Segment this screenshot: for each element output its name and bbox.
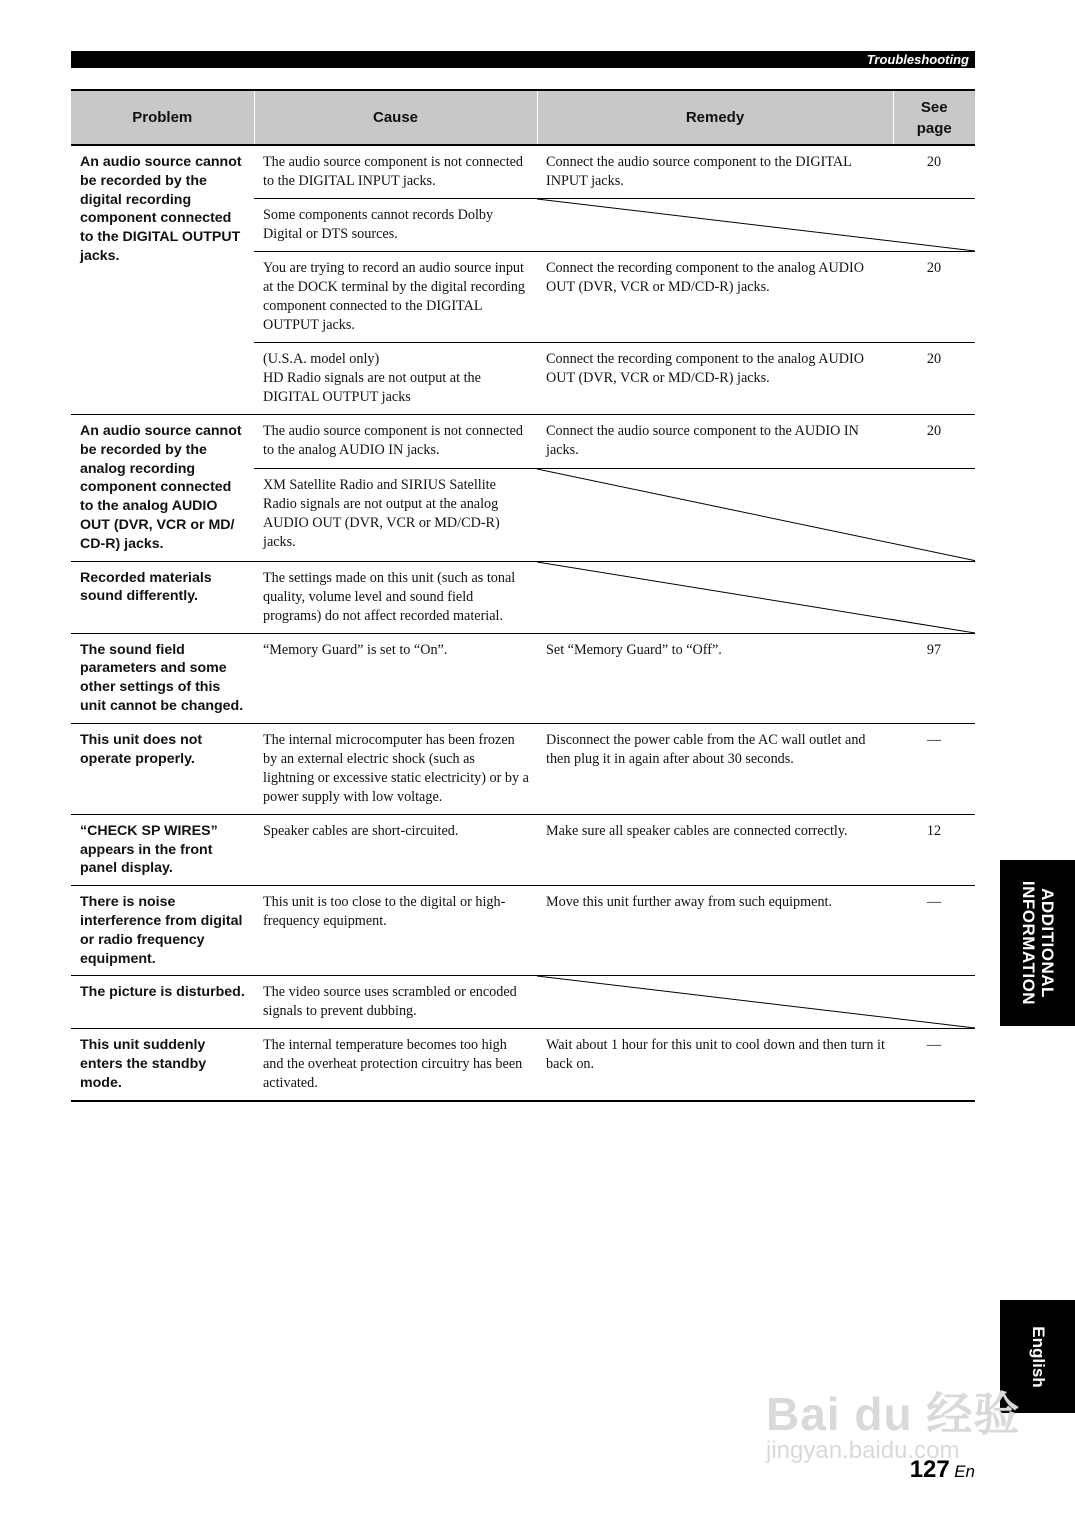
baidu-watermark [766,1390,1020,1464]
cause-cell: This unit is too close to the digital or high-frequency equipment. [254,886,537,976]
language-side-tab-label: English [1028,1325,1048,1388]
problem-cell: This unit suddenly enters the standby mode. [71,1029,254,1102]
see-page-label: See page [916,98,952,137]
page-cell: — [893,1029,975,1102]
problem-cell: Recorded materials sound differently. [71,561,254,633]
remedy-cell: Move this unit further away from such equipment. [537,886,893,976]
problem-cell: This unit does not operate properly. [71,723,254,814]
table-row [71,1029,975,1102]
page-number [910,1456,975,1484]
column-header-remedy: Remedy [537,90,893,145]
cause-cell: XM Satellite Radio and SIRIUS Satellite Radio signals are not output at the analog AUDIO OUT (DVR, VCR or MD/CD-R) jacks. [254,468,537,561]
table-row [71,633,975,723]
page-cell: 20 [893,145,975,199]
watermark-logo-text: Bai du 经验 [766,1388,1021,1440]
table-header-row [71,90,975,145]
cause-cell: The audio source component is not connected to the DIGITAL INPUT jacks. [254,145,537,199]
section-side-tab-label: ADDITIONAL INFORMATION [1018,880,1057,1006]
problem-cell: An audio source cannot be recorded by the analog recording component connected to the analog AUDIO OUT (DVR, VCR or MD/ CD-R) jacks. [71,415,254,562]
cause-cell: The video source uses scrambled or encoded signals to prevent dubbing. [254,976,537,1029]
cause-cell: The internal temperature becomes too high and the overheat protection circuitry has been activated. [254,1029,537,1102]
diagonal-slash [537,562,975,633]
page-language-code: En [954,1462,975,1481]
remedy-cell: Connect the audio source component to the AUDIO IN jacks. [537,415,893,469]
column-header-see-page [893,90,975,145]
page-cell: — [893,886,975,976]
page-cell: 97 [893,633,975,723]
table-row [71,814,975,885]
remedy-cell: Connect the audio source component to the DIGITAL INPUT jacks. [537,145,893,199]
not-applicable-cell [537,976,975,1029]
cause-cell: “Memory Guard” is set to “On”. [254,633,537,723]
table-row [71,415,975,469]
remedy-cell: Make sure all speaker cables are connected correctly. [537,814,893,885]
problem-cell: There is noise interference from digital or radio frequency equipment. [71,886,254,976]
problem-cell: “CHECK SP WIRES” appears in the front panel display. [71,814,254,885]
cause-cell: The settings made on this unit (such as tonal quality, volume level and sound field programs) do not affect recorded material. [254,561,537,633]
page-cell: — [893,723,975,814]
section-side-tab [1000,860,1075,1026]
remedy-cell: Disconnect the power cable from the AC wall outlet and then plug it in again after about 30 seconds. [537,723,893,814]
remedy-cell: Connect the recording component to the analog AUDIO OUT (DVR, VCR or MD/CD-R) jacks. [537,252,893,343]
problem-cell: The picture is disturbed. [71,976,254,1029]
column-header-problem: Problem [71,90,254,145]
diagonal-slash [537,976,975,1028]
table-row [71,886,975,976]
problem-cell: The sound field parameters and some other settings of this unit cannot be changed. [71,633,254,723]
page-cell: 12 [893,814,975,885]
remedy-cell: Wait about 1 hour for this unit to cool down and then turn it back on. [537,1029,893,1102]
cause-cell: Speaker cables are short-circuited. [254,814,537,885]
diagonal-slash [537,469,975,561]
page-cell: 20 [893,415,975,469]
table-row [71,145,975,199]
not-applicable-cell [537,561,975,633]
page-number-value: 127 [909,1456,950,1483]
troubleshooting-table [71,89,975,1102]
not-applicable-cell [537,468,975,561]
watermark-url: jingyan.baidu.com [766,1437,960,1464]
page-cell: 20 [893,252,975,343]
diagonal-slash [537,199,975,251]
table-row [71,561,975,633]
page-cell: 20 [893,343,975,415]
cause-cell: (U.S.A. model only) HD Radio signals are not output at the DIGITAL OUTPUT jacks [254,343,537,415]
table-row [71,976,975,1029]
section-title: Troubleshooting [866,52,969,67]
remedy-cell: Set “Memory Guard” to “Off”. [537,633,893,723]
cause-cell: You are trying to record an audio source input at the DOCK terminal by the digital recording component connected to the DIGITAL OUTPUT jacks. [254,252,537,343]
cause-cell: Some components cannot records Dolby Digital or DTS sources. [254,199,537,252]
column-header-cause: Cause [254,90,537,145]
cause-cell: The audio source component is not connected to the analog AUDIO IN jacks. [254,415,537,469]
not-applicable-cell [537,199,975,252]
remedy-cell: Connect the recording component to the analog AUDIO OUT (DVR, VCR or MD/CD-R) jacks. [537,343,893,415]
problem-cell: An audio source cannot be recorded by the digital recording component connected to the DIGITAL OUTPUT jacks. [71,145,254,415]
cause-cell: The internal microcomputer has been frozen by an external electric shock (such as lightning or excessive static electricity) or by a power supply with low voltage. [254,723,537,814]
section-header-bar [71,51,975,68]
table-row [71,723,975,814]
